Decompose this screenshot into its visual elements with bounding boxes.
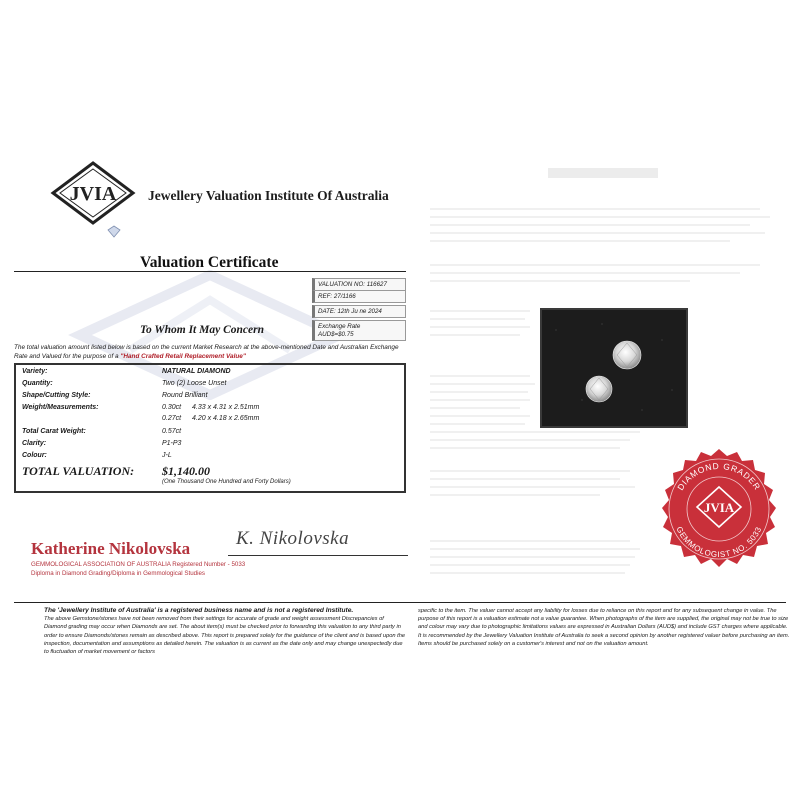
quantity-value: Two (2) Loose Unset [162,380,227,387]
total-carat-value: 0.57ct [162,428,182,435]
weight-label: Weight/Measurements: [22,404,99,411]
total-valuation-label: TOTAL VALUATION: [22,464,135,478]
intro-highlight: "Hand Crafted Retail Replacement Value" [120,352,246,360]
disclaimer-divider [14,602,786,603]
signatory-credential-diploma: Diploma in Diamond Grading/Diploma in Gemmological Studies [31,570,206,577]
shape-label: Shape/Cutting Style: [22,392,91,399]
intro-paragraph [14,344,406,361]
jvia-logo [50,160,136,240]
disclaimer-left [44,607,408,656]
salutation: To Whom It May Concern [140,324,264,336]
shape-value: Round Brilliant [162,392,208,399]
quantity-label: Quantity: [22,380,53,387]
weight-1-carat: 0.30ct [162,404,182,411]
organization-name: Jewellery Valuation Institute Of Australia [148,188,389,203]
disclaimer-left-text: The above Gemstone/stones have not been removed from their settings for accurate of grade and weight assessment Discrepancies of Diamond grading may occur when Diamonds are set. The about item(s) must be checked prior to forwarding this valuation to any third party in order to ensure Diamonds/stones remain as described above. This report is prepared solely for the guidance of the client and is based upon the inspection, documentation and assumptions as detailed herein. The valuation is as current as the date only and may change unexpectedly due to fluctuation of market movement or factors [44,616,406,656]
signatory-credential-registration: GEMMOLOGICAL ASSOCIATION OF AUSTRALIA Registered Number - 5033 [31,561,246,568]
exchange-rate-label: Exchange Rate [318,322,361,330]
exchange-rate-value: AUD$=$0.75 [318,330,354,338]
exchange-rate [312,320,406,341]
diamond-grader-seal [655,447,783,575]
seal-logo-text: JVIA [703,500,735,515]
certificate-title: Valuation Certificate [140,254,279,271]
clarity-value: P1-P3 [162,440,182,447]
total-carat-label: Total Carat Weight: [22,428,86,435]
variety-value: NATURAL DIAMOND [162,368,231,375]
colour-value: J-L [162,452,172,459]
reference-number: REF: 27/1166 [312,291,406,303]
valuation-number: VALUATION NO: 116627 [312,278,406,291]
reference-box [312,278,406,343]
variety-label: Variety: [22,368,48,375]
disclaimer-right: specific to the item. The valuer cannot accept any liability for losses due to reliance on this report and for any subsequent change in value. The purpose of this report is a valuation estimate not a value guarantee. When photographs of the item are supplied, the original may not be true to size and colour may vary due to photographic limitations values are expressed in Australian Dollars (AUD$) and include GST charges where applicable. It is recommended by the Jewellery Valuation Institute of Australia to seek a second opinion by another registered valuer before purchasing an item. Items should be purchased solely on a customer's interest and not on the valuation amount. [418,608,790,647]
seal-bottom-text: GEMMOLOGIST NO. 5033 [674,525,764,560]
title-divider [14,271,406,272]
total-valuation-words: (One Thousand One Hundred and Forty Dollars) [162,479,291,485]
clarity-label: Clarity: [22,440,47,447]
weight-2-measurements: 4.20 x 4.18 x 2.65mm [192,415,260,422]
weight-2-carat: 0.27ct [162,415,182,422]
valuation-date: DATE: 12th Ju ne 2024 [312,305,406,318]
total-valuation-value: $1,140.00 [162,464,210,478]
seal-top-text: DIAMOND GRADER [675,460,763,493]
weight-1-measurements: 4.33 x 4.31 x 2.51mm [192,404,260,411]
disclaimer-lead: The 'Jewellery Institute of Australia' is a registered business name and is not a registered Institute. [44,607,354,614]
intro-text: The total valuation amount listed below is based on the current Market Research at the above-mentioned Date and Australian Exchange Rate and Valued for the purpose of a [14,344,399,360]
valuation-table [14,363,406,493]
svg-text:JVIA: JVIA [69,183,117,205]
signatory-name: Katherine Nikolovska [31,539,191,558]
diamonds-image [542,310,686,426]
colour-label: Colour: [22,452,47,459]
handwritten-signature: K. Nikolovska [236,528,350,549]
signature-line [228,555,408,556]
diamond-photo [540,308,688,428]
